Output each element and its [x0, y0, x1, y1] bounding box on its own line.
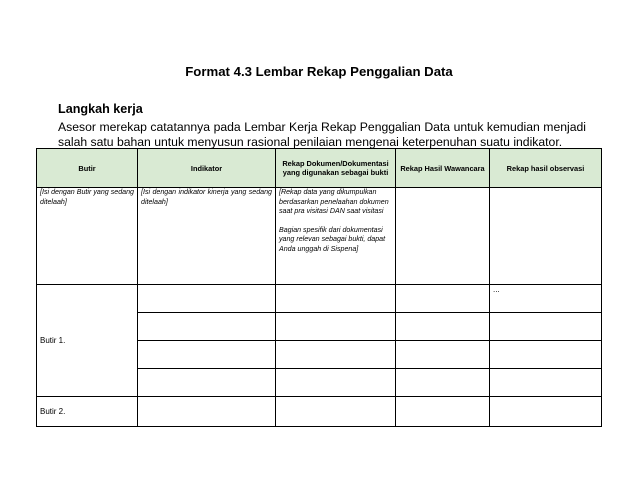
cell-observasi-desc[interactable] [490, 188, 602, 285]
table-cell[interactable] [138, 313, 276, 341]
table-cell[interactable] [138, 369, 276, 397]
table-cell[interactable] [276, 341, 396, 369]
table-header-row [37, 149, 602, 188]
table-cell[interactable] [490, 341, 602, 369]
dokumen-desc-part-1: [Rekap data yang dikumpulkan berdasarkan penelaahan dokumen saat pra visitasi DAN saat visitasi [279, 188, 389, 216]
cell-wawancara-desc[interactable] [396, 188, 490, 285]
table-cell[interactable] [276, 313, 396, 341]
section-heading: Langkah kerja [58, 102, 143, 116]
table-cell[interactable] [276, 285, 396, 313]
table-cell[interactable] [490, 369, 602, 397]
header-indikator: Indikator [138, 149, 276, 188]
table-cell[interactable] [138, 341, 276, 369]
table-cell[interactable] [396, 397, 490, 427]
header-observasi: Rekap hasil observasi [490, 149, 602, 188]
table-cell[interactable] [138, 285, 276, 313]
table-cell[interactable] [490, 397, 602, 427]
dokumen-desc-part-2: Bagian spesifik dari dokumentasi yang relevan sebagai bukti, dapat Anda unggah di Sispena] [279, 225, 386, 253]
table-cell[interactable] [138, 397, 276, 427]
table-cell[interactable] [276, 369, 396, 397]
cell-butir-1: Butir 1. [37, 285, 138, 397]
cell-indikator-desc: [Isi dengan indikator kinerja yang sedang ditelaah] [138, 188, 276, 285]
rekap-table [36, 148, 602, 427]
table-row [37, 188, 602, 285]
table-cell[interactable] [396, 369, 490, 397]
cell-dokumen-desc [276, 188, 396, 285]
table-cell[interactable] [276, 397, 396, 427]
cell-butir-desc: [Isi dengan Butir yang sedang ditelaah] [37, 188, 138, 285]
header-butir: Butir [37, 149, 138, 188]
header-dokumen: Rekap Dokumen/Dokumentasi yang digunakan sebagai bukti [276, 149, 396, 188]
table-cell[interactable] [490, 313, 602, 341]
header-wawancara: Rekap Hasil Wawancara [396, 149, 490, 188]
cell-butir-2: Butir 2. [37, 397, 138, 427]
table-row [37, 397, 602, 427]
table-cell[interactable] [396, 341, 490, 369]
table-row [37, 285, 602, 313]
instruction-paragraph: Asesor merekap catatannya pada Lembar Kerja Rekap Penggalian Data untuk kemudian menjadi salah satu bahan untuk menyusun rasional penilaian mengenai keterpenuhan suatu indikator. [58, 120, 586, 149]
cell-observasi-ellipsis: ... [490, 285, 602, 313]
table-cell[interactable] [396, 285, 490, 313]
page-title: Format 4.3 Lembar Rekap Penggalian Data [185, 64, 453, 79]
table-cell[interactable] [396, 313, 490, 341]
